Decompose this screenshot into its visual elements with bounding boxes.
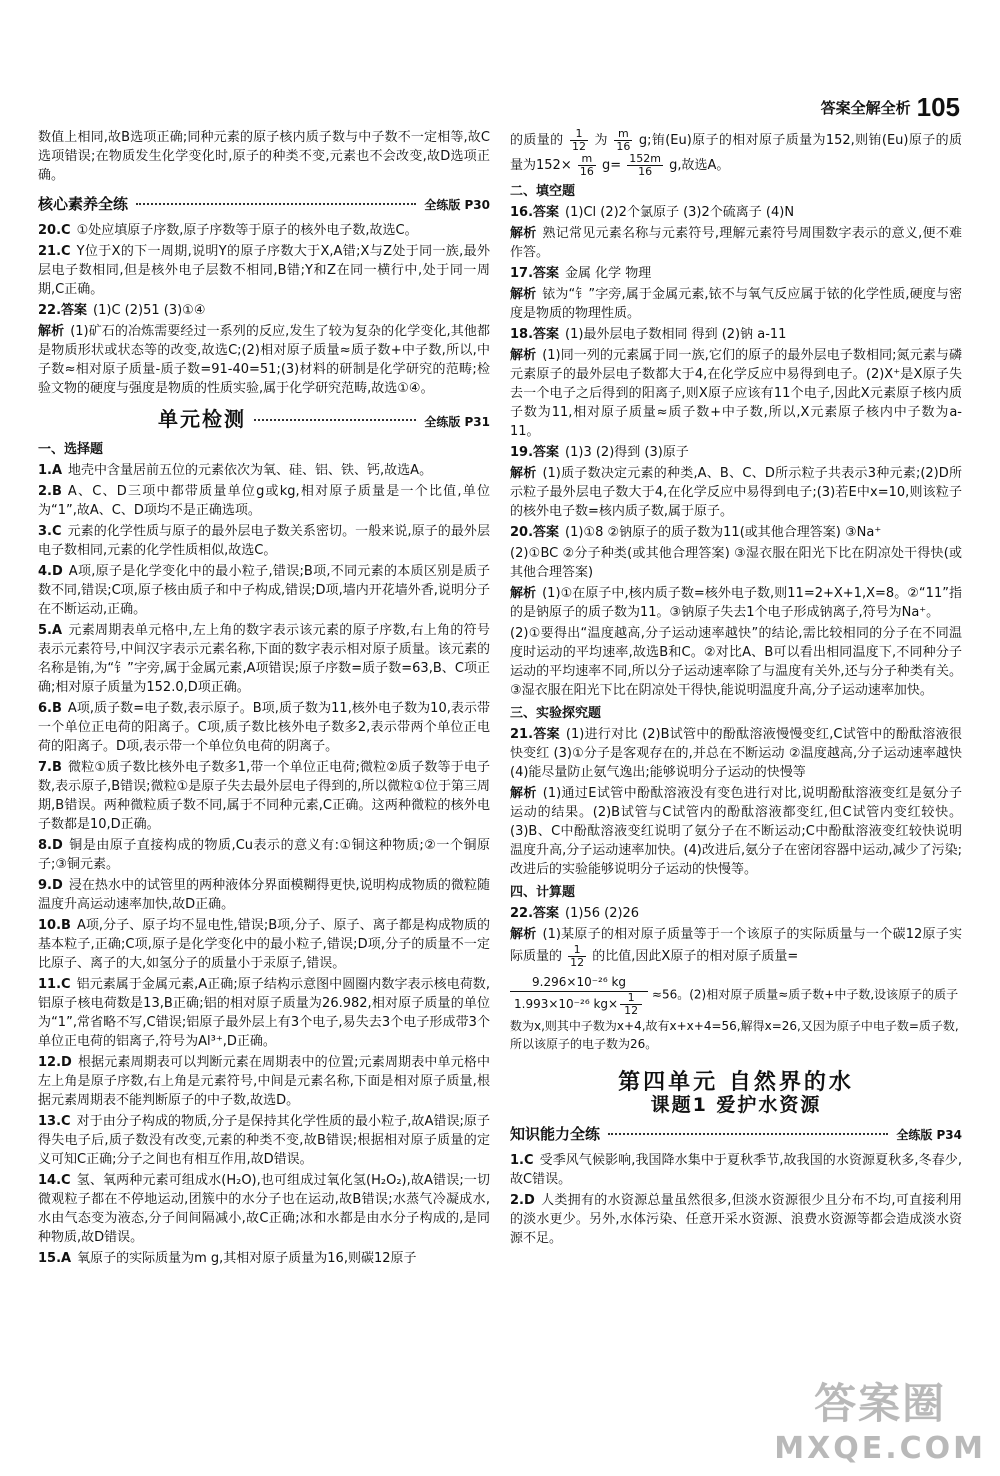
page-header bbox=[821, 92, 960, 123]
answer-item: 1.C 受季风气候影响,我国降水集中于夏秋季节,故我国的水资源夏秋多,冬春少,故C错误。 bbox=[510, 1153, 962, 1187]
answer-item: 2.B A、C、D三项中都带质量单位g或kg,相对原子质量是一个比值,单位为“1”,故A、C、D项均不是正确选项。 bbox=[38, 484, 490, 518]
answer-item: 18.答案 (1)最外层电子数相同 得到 (2)钠 a-11 bbox=[510, 327, 787, 342]
fraction: $\frac{m}{16}$ bbox=[616, 127, 631, 153]
answer-item: 20.C ①处应填原子序数,原子序数等于原子的核外电子数,故选C。 bbox=[38, 223, 418, 238]
section-header-core bbox=[38, 195, 490, 215]
dotted-leader bbox=[254, 419, 416, 421]
header-title: 答案全解全析 bbox=[820, 99, 911, 117]
answer-item: 5.A 元素周期表单元格中,左上角的数字表示该元素的原子序数,右上角的符号表示元素符号,中间汉字表示元素名称,下面的数字表示相对原子质量。该元素的名称是铕,为“钅”字旁,属于金属元素,A项错误;原子序数=质子数=63,B、C项正确;相对原子质量为152.0,D项正确。 bbox=[38, 623, 490, 695]
section-ref: 全练版 P30 bbox=[424, 198, 490, 212]
left-column bbox=[38, 128, 490, 1270]
dotted-leader bbox=[608, 1133, 888, 1135]
fraction: $\frac{1}{12}$ bbox=[620, 992, 642, 1017]
analysis-item: 解析 (1)矿石的冶炼需要经过一系列的反应,发生了较为复杂的化学变化,其他都是物质形状或状态等的改变,故选C;(2)相对原子质量≈质子数+中子数,所以,中子数≈相对原子质量-质子数=91-40=51;(3)材料的研制是化学研究的范畴;检验文物的硬度与强度是物质的性质实验,属于化学研究范畴,故选①④。 bbox=[38, 324, 490, 396]
answer-item: 14.C 氢、氧两种元素可组成水(H₂O),也可组成过氧化氢(H₂O₂),故A错误;一切微观粒子都在不停地运动,团簇中的水分子也在运动,故B错误;水蒸气冷凝成水,水由气态变为液态,分子间间隔减小,故C正确;冰和水都是由水分子构成的,是同种物质,故D错误。 bbox=[38, 1173, 490, 1245]
analysis-item: 解析 (1)同一列的元素属于同一族,它们的原子的最外层电子数相同;氮元素与磷元素原子的最外层电子数都大于4,在化学反应中易得到电子。(2)X⁺是X原子失去一个电子之后得到的阳离子,则X原子应该有11个电子,因此X元素原子核内质子数为11,相对原子质量≈质子数+中子数,所以,X元素原子核内中子数为a-11。 bbox=[510, 348, 962, 439]
analysis-item: 解析 (1)某原子的相对原子质量等于一个该原子的实际质量与一个碳12原子实际质量的 $\frac{1}{12}$ 的比值,因此X原子的相对原子质量= bbox=[510, 927, 962, 969]
answer-item: 15.A 氧原子的实际质量为m g,其相对原子质量为16,则碳12原子 bbox=[38, 1251, 417, 1266]
analysis-item: 解析 熟记常见元素名称与元素符号,理解元素符号周围数字表示的意义,便不难作答。 bbox=[510, 226, 962, 260]
answer-item: 21.C Y位于X的下一周期,说明Y的原子序数大于X,A错;X与Z处于同一族,最外层电子数相同,但是核外电子层数不相同,B错;Y和Z在同一横行中,处于同一周期,C正确。 bbox=[38, 244, 490, 297]
analysis-item: (2)①要得出“温度越高,分子运动速率越快”的结论,需比较相同的分子在不同温度时运动的平均速率,故选B和C。②对比A、B可以看出相同温度下,不同种分子运动的平均速率不同,所以分子运动速率除了与温度有关外,还与分子种类有关。③湿衣服在阳光下比在阴凉处干得快,能说明温度升高,分子运动速率加快。 bbox=[510, 626, 962, 698]
dotted-leader bbox=[136, 203, 416, 205]
answer-item: 12.D 根据元素周期表可以判断元素在周期表中的位置;元素周期表中单元格中左上角是原子序数,右上角是元素符号,中间是元素名称,下面是相对原子质量,根据元素周期表不能判断原子的中子数,故选D。 bbox=[38, 1055, 490, 1108]
answer-item: 1.A 地壳中含量居前五位的元素依次为氧、硅、铝、铁、钙,故选A。 bbox=[38, 463, 433, 478]
right-column bbox=[510, 128, 962, 1250]
intro-text: 数值上相同,故B选项正确;同种元素的原子核内质子数与中子数不一定相等,故C选项错误;在物质发生化学变化时,原子的种类不变,元素也不会改变,故D选项正确。 bbox=[38, 130, 490, 183]
answer-item: 11.C 铝元素属于金属元素,A正确;原子结构示意图中圆圈内数字表示核电荷数,铝原子核电荷数是13,B正确;铝的相对原子质量为26.982,相对原子质量的单位为“1”,常省略不写,C错误;铝原子最外层上有3个电子,易失去3个电子形成带3个单位正电荷的铝离子,符号为Al³⁺,D正确。 bbox=[38, 977, 490, 1049]
answer-continuation: 的质量的 $\frac{1}{12}$ 为 $\frac{m}{16}$ g;铕(Eu)原子的相对原子质量为152,则铕(Eu)原子的质量为152× $\frac{m}{16}$ g= $\frac{152m}{16}$ g,故选A。 bbox=[510, 127, 962, 178]
part-heading: 一、选择题 bbox=[38, 442, 104, 457]
fraction: 9.296×10⁻²⁶ kg 1.993×10⁻²⁶ kg× $\frac{1}{12}$ bbox=[510, 973, 648, 1017]
answer-item: 3.C 元素的化学性质与原子的最外层电子数关系密切。一般来说,原子的最外层电子数相同,元素的化学性质相似,故选C。 bbox=[38, 524, 490, 558]
watermark-logo-text: 答案圈 bbox=[814, 1379, 947, 1428]
answer-item: 10.B A项,分子、原子均不显电性,错误;B项,分子、原子、离子都是构成物质的基本粒子,正确;C项,原子是化学变化中的最小粒子,错误;D项,分子的质量不一定比原子、离子的大,如氢分子的质量小于汞原子,错误。 bbox=[38, 918, 490, 971]
answer-item: 22.答案 (1)56 (2)26 bbox=[510, 906, 640, 921]
answer-item: 22.答案 (1)C (2)51 (3)①④ bbox=[38, 303, 206, 318]
answer-item: 6.B A项,质子数=电子数,表示原子。B项,质子数为11,核外电子数为10,表示带一个单位正电荷的阳离子。C项,质子数比核外电子数多2,表示带两个单位正电荷的阳离子。D项,表示带一个单位负电荷的阴离子。 bbox=[38, 701, 490, 754]
part-heading: 二、填空题 bbox=[510, 184, 576, 199]
page-number: 105 bbox=[916, 92, 960, 122]
answer-item: 9.D 浸在热水中的试管里的两种液体分界面模糊得更快,说明构成物质的微粒随温度升高运动速率加快,故D正确。 bbox=[38, 878, 490, 912]
answer-item: 20.答案 (1)①8 ②钠原子的质子数为11(或其他合理答案) ③Na⁺ bbox=[510, 525, 882, 540]
answer-item: 17.答案 金属 化学 物理 bbox=[510, 266, 652, 281]
section-ref: 全练版 P31 bbox=[424, 415, 490, 429]
fraction: $\frac{m}{16}$ bbox=[579, 152, 594, 178]
section-title: 知识能力全练 bbox=[510, 1125, 601, 1143]
answer-item: 8.D 铜是由原子直接构成的物质,Cu表示的意义有:①铜这种物质;②一个铜原子;③铜元素。 bbox=[38, 838, 490, 872]
formula: 9.296×10⁻²⁶ kg 1.993×10⁻²⁶ kg× $\frac{1}{12}$ ≈56。(2)相对原子质量≈质子数+中子数,设该原子的质子数为x,则其中子数为x+4,故有x+x+4=56,解得x=26,又因为原子中电子数=质子数,所以该原子的电子数为26。 bbox=[510, 975, 959, 1051]
fraction: $\frac{1}{12}$ bbox=[571, 127, 586, 153]
section-header-unit-test bbox=[38, 407, 490, 432]
section-title: 核心素养全练 bbox=[38, 195, 129, 213]
analysis-item: 解析 (1)①在原子中,核内质子数=核外电子数,则11=2+X+1,X=8。②“11”指的是钠原子的质子数为11。③钠原子失去1个电子形成钠离子,符号为Na⁺。 bbox=[510, 586, 962, 620]
chapter-title: 第四单元 自然界的水 bbox=[618, 1070, 854, 1095]
answer-item: 21.答案 (1)进行对比 (2)B试管中的酚酞溶液慢慢变红,C试管中的酚酞溶液很快变红 (3)①分子是客观存在的,并总在不断运动 ②温度越高,分子运动速率越快 (4)能尽量防止氨气逸出;能够说明分子运动的快慢等 bbox=[510, 727, 962, 780]
analysis-item: 解析 (1)通过E试管中酚酞溶液没有变色进行对比,说明酚酞溶液变红是氨分子运动的结果。(2)B试管与C试管内的酚酞溶液都变红,但C试管内变红较快。(3)B、C中酚酞溶液变红说明了氨分子在不断运动;C中酚酞溶液变红较快说明温度升高,分子运动速率加快。(4)改进后,氨分子在密闭容器中运动,减少了污染;改进后的实验能够说明分子运动的快慢等。 bbox=[510, 786, 962, 877]
answer-item: 7.B 微粒①质子数比核外电子数多1,带一个单位正电荷;微粒②质子数等于电子数,表示原子,B错误;微粒①是原子失去最外层电子得到的,所以微粒①位于第三周期,B错误。两种微粒质子数不同,属于不同种元素,C正确。这两种微粒的核外电子数都是10,D正确。 bbox=[38, 760, 491, 832]
analysis-item: 解析 铱为“钅”字旁,属于金属元素,铱不与氧气反应属于铱的化学性质,硬度与密度是物质的物理性质。 bbox=[510, 287, 962, 321]
answer-item: (2)①BC ②分子种类(或其他合理答案) ③湿衣服在阳光下比在阴凉处干得快(或其他合理答案) bbox=[510, 546, 962, 580]
analysis-item: 解析 (1)质子数决定元素的种类,A、B、C、D所示粒子共表示3种元素;(2)D所示粒子最外层电子数大于4,在化学反应中易得到电子;(3)若E中x=10,则该粒子的核外电子数=核内质子数,属于原子。 bbox=[510, 466, 962, 519]
part-heading: 三、实验探究题 bbox=[510, 706, 602, 721]
section-header-knowledge bbox=[510, 1125, 962, 1145]
answer-item: 13.C 对于由分子构成的物质,分子是保持其化学性质的最小粒子,故A错误;原子得失电子后,质子数没有改变,元素的种类不变,故B错误;根据相对原子质量的定义可知C正确;分子之间也有相互作用,故D错误。 bbox=[38, 1114, 490, 1167]
fraction: $\frac{152m}{16}$ bbox=[629, 152, 662, 178]
answer-item: 4.D A项,原子是化学变化中的最小粒子,错误;B项,不同元素的本质区别是质子数不同,错误;C项,原子核由质子和中子构成,错误;D项,墙内开花墙外香,说明分子在不断运动,正确。 bbox=[38, 564, 490, 617]
section-ref: 全练版 P34 bbox=[896, 1128, 962, 1142]
answer-item: 2.D 人类拥有的水资源总量虽然很多,但淡水资源很少且分布不均,可直接利用的淡水更少。另外,水体污染、任意开采水资源、浪费水资源等都会造成淡水资源不足。 bbox=[510, 1193, 962, 1246]
unit-test-title: 单元检测 bbox=[158, 407, 246, 431]
watermark-url: MXQE.COM bbox=[774, 1431, 986, 1466]
part-heading: 四、计算题 bbox=[510, 885, 576, 900]
site-watermark bbox=[774, 1371, 986, 1466]
fraction: $\frac{1}{12}$ bbox=[570, 943, 585, 969]
answer-item: 16.答案 (1)Cl (2)2个氯原子 (3)2个硫离子 (4)N bbox=[510, 205, 795, 220]
lesson-title: 课题1 爱护水资源 bbox=[650, 1094, 822, 1116]
answer-item: 19.答案 (1)3 (2)得到 (3)原子 bbox=[510, 445, 689, 460]
